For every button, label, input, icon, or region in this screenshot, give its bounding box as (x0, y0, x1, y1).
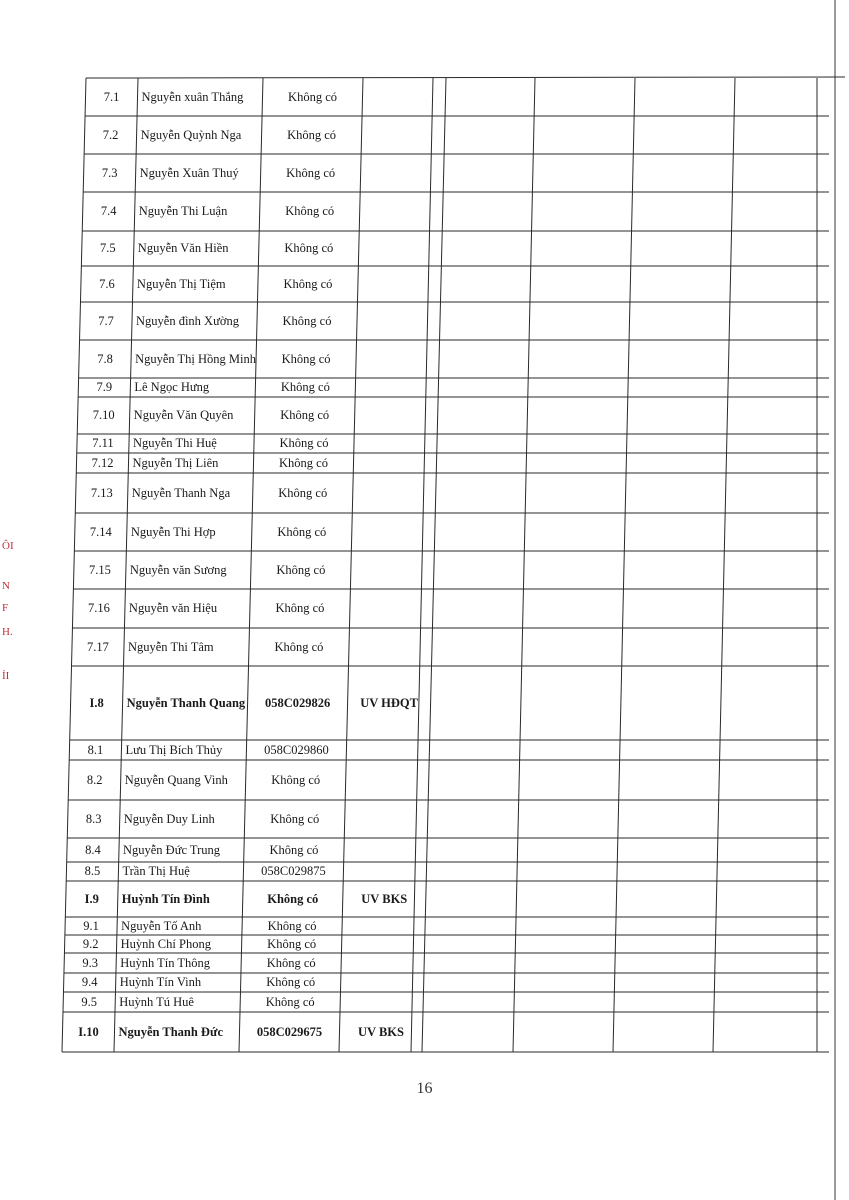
row-name-text: Huỳnh Chí Phong (120, 936, 211, 951)
row-securities-code-text: Không có (266, 975, 316, 989)
row-stt (64, 953, 116, 973)
row-stt (73, 589, 125, 628)
row-stt (63, 992, 115, 1012)
row-stt (79, 340, 131, 378)
row-stt-text: 7.2 (102, 127, 119, 142)
row-role (361, 154, 444, 192)
row-stt-text: 8.5 (84, 864, 101, 878)
row-name-text: Nguyễn Quang Vinh (124, 772, 228, 787)
row-securities-code (242, 935, 342, 953)
row-stt (64, 973, 116, 992)
row-role (352, 513, 435, 551)
row-securities-code (241, 953, 341, 973)
row-name (125, 589, 250, 628)
row-name-text: Nguyễn Thi Tâm (127, 639, 214, 654)
row-role (350, 589, 433, 628)
row-securities-code-text: 058C029675 (256, 1024, 323, 1039)
row-securities-code (254, 434, 354, 453)
row-name (114, 1012, 239, 1052)
row-role (360, 192, 443, 231)
margin-stamp-3: F (2, 602, 9, 614)
row-securities-code (246, 740, 346, 760)
row-securities-code (243, 881, 343, 917)
row-stt-text: 9.1 (83, 918, 99, 933)
row-name-text: Nguyễn Thanh Đức (118, 1024, 224, 1039)
row-stt (62, 1012, 114, 1052)
row-stt (80, 302, 132, 340)
row-role (346, 740, 429, 760)
row-stt-text: 7.16 (87, 601, 110, 615)
row-stt-text: 7.17 (87, 639, 109, 654)
row-securities-code (261, 154, 361, 192)
row-name (127, 513, 252, 551)
row-securities-code (248, 666, 348, 740)
row-name (129, 434, 254, 453)
row-name (128, 473, 253, 513)
row-stt-text: 7.11 (92, 436, 114, 450)
row-stt (83, 192, 135, 231)
row-securities-code-text: Không có (281, 351, 331, 366)
row-role (362, 116, 445, 154)
row-name-text: Nguyễn Duy Linh (123, 811, 215, 826)
row-role (342, 917, 425, 935)
row-stt-text: 7.10 (92, 408, 115, 422)
row-role (343, 862, 426, 881)
row-stt-text: 7.12 (91, 455, 114, 470)
row-stt-text: 7.14 (89, 524, 112, 539)
row-stt (68, 800, 120, 838)
row-securities-code-text: Không có (267, 891, 319, 906)
row-securities-code-text: Không có (283, 276, 333, 291)
row-securities-code (262, 116, 362, 154)
row-name-text: Nguyễn Thi Luận (138, 204, 228, 218)
row-name (129, 453, 254, 473)
row-name-text: Nguyễn Thị Liên (132, 455, 219, 470)
row-role (341, 973, 424, 992)
row-stt-text: 7.1 (103, 89, 120, 104)
margin-stamp-1: ÔI (2, 540, 14, 552)
row-securities-code (251, 551, 351, 589)
row-name (117, 935, 242, 953)
row-securities-code-text: 058C029875 (261, 864, 326, 878)
row-role (339, 1012, 422, 1052)
row-securities-code (246, 760, 346, 800)
row-name (124, 628, 249, 666)
row-securities-code-text: Không có (285, 204, 335, 218)
row-securities-code-text: Không có (271, 772, 321, 787)
row-securities-code (257, 302, 357, 340)
row-role (342, 935, 425, 953)
row-name (115, 992, 240, 1012)
row-securities-code (250, 589, 350, 628)
row-name (116, 973, 241, 992)
row-name-text: Nguyễn Thi Huệ (132, 436, 217, 450)
row-securities-code-text: Không có (286, 165, 336, 180)
row-stt (84, 154, 136, 192)
row-role (351, 551, 434, 589)
row-stt (74, 551, 126, 589)
row-role-text: UV HĐQT (360, 695, 418, 710)
row-stt-text: 9.5 (81, 994, 98, 1009)
row-stt-text: 7.15 (88, 562, 111, 577)
row-stt (67, 838, 119, 862)
row-stt (69, 760, 121, 800)
page-number: 16 (416, 1080, 433, 1097)
row-stt (78, 378, 130, 397)
row-securities-code (259, 231, 359, 266)
row-name-text: Huỳnh Tín Thông (120, 955, 211, 970)
row-stt-text: 8.4 (85, 842, 101, 857)
row-role (349, 628, 432, 666)
row-name-text: Nguyễn Thi Hợp (130, 524, 216, 539)
row-securities-code-text: 058C029860 (264, 742, 329, 757)
row-stt (69, 740, 121, 760)
row-role (353, 473, 436, 513)
row-securities-code (245, 800, 345, 838)
row-name-text: Nguyễn Đức Trung (122, 842, 221, 857)
row-securities-code-text: 058C029826 (264, 695, 331, 710)
row-stt (85, 116, 137, 154)
row-role (359, 231, 442, 266)
row-role (354, 434, 437, 453)
row-name (121, 740, 246, 760)
row-role (363, 78, 446, 116)
row-stt (76, 473, 128, 513)
row-name-text: Nguyễn Thanh Quang (126, 695, 246, 710)
row-stt (66, 881, 118, 917)
margin-stamp-4: H. (2, 626, 13, 638)
margin-stamp-5: ỈI (2, 670, 10, 682)
row-stt-text: 8.1 (87, 742, 104, 757)
row-stt-text: 7.7 (98, 313, 114, 328)
row-securities-code (249, 628, 349, 666)
row-name (116, 953, 241, 973)
row-name (134, 231, 259, 266)
row-securities-code-text: Không có (267, 918, 317, 933)
row-name (117, 917, 242, 935)
row-name-text: Huỳnh Tín Đình (121, 891, 210, 906)
row-securities-code (258, 266, 358, 302)
row-role (340, 992, 423, 1012)
row-stt-text: 7.6 (99, 276, 115, 291)
row-stt (72, 628, 124, 666)
row-name (119, 838, 244, 862)
row-stt-text: 7.5 (99, 241, 116, 255)
row-stt (71, 666, 123, 740)
row-securities-code-text: Không có (276, 562, 326, 577)
row-name (130, 397, 255, 434)
row-name-text: Nguyễn Thị Tiệm (136, 276, 226, 291)
row-securities-code (255, 378, 355, 397)
row-securities-code-text: Không có (275, 601, 325, 615)
row-securities-code-text: Không có (278, 485, 328, 500)
row-role (341, 953, 424, 973)
row-stt (65, 935, 117, 953)
row-name (120, 800, 245, 838)
row-securities-code-text: Không có (279, 436, 329, 450)
row-securities-code-text: Không có (274, 639, 324, 654)
row-role (356, 340, 439, 378)
row-stt-text: 8.3 (85, 811, 102, 826)
row-name (132, 302, 257, 340)
row-stt (77, 453, 129, 473)
row-name (126, 551, 251, 589)
row-securities-code (241, 973, 341, 992)
row-securities-code (254, 453, 354, 473)
row-securities-code-text: Không có (284, 241, 334, 255)
row-securities-code (260, 192, 360, 231)
row-securities-code-text: Không có (282, 313, 332, 328)
row-stt-text: I.10 (78, 1024, 99, 1039)
row-stt (65, 917, 117, 935)
row-role (357, 302, 440, 340)
row-name (118, 862, 243, 881)
row-name-text: Nguyễn Thị Hồng Minh (135, 351, 257, 366)
row-securities-code-text: Không có (270, 811, 320, 826)
row-role-text: UV BKS (361, 891, 408, 906)
row-stt-text: 7.9 (96, 380, 113, 394)
row-role (343, 881, 426, 917)
row-role (346, 760, 429, 800)
row-name (135, 192, 260, 231)
row-stt-text: 7.4 (100, 204, 117, 218)
row-securities-code (240, 992, 340, 1012)
row-name-text: Huỳnh Tín Vinh (119, 975, 202, 989)
row-securities-code-text: Không có (267, 936, 317, 951)
row-name-text: Nguyễn Văn Quyên (133, 408, 234, 422)
row-securities-code-text: Không có (288, 89, 337, 104)
row-stt (75, 513, 127, 551)
row-name (131, 340, 256, 378)
row-role (348, 666, 431, 740)
row-name-text: Nguyễn văn Hiệu (128, 601, 218, 615)
row-securities-code (242, 917, 342, 935)
row-stt (86, 78, 138, 116)
row-securities-code (263, 78, 363, 116)
row-role-text: UV BKS (358, 1024, 404, 1039)
row-name (138, 78, 263, 116)
row-securities-code (253, 473, 353, 513)
row-role (355, 378, 438, 397)
row-stt-text: 7.3 (101, 165, 118, 180)
row-name (121, 760, 246, 800)
row-name-text: Nguyễn Thanh Nga (131, 485, 231, 500)
row-name-text: Nguyễn Xuân Thuý (139, 165, 239, 180)
row-stt (82, 231, 134, 266)
row-name-text: Nguyễn xuân Thắng (141, 89, 244, 104)
row-securities-code (239, 1012, 339, 1052)
row-name (137, 116, 262, 154)
row-stt (77, 434, 129, 453)
row-stt (66, 862, 118, 881)
row-securities-code-text: Không có (265, 994, 315, 1009)
row-stt-text: I.8 (89, 695, 104, 710)
row-securities-code-text: Không có (280, 380, 330, 394)
row-stt-text: 9.2 (82, 936, 99, 951)
row-name (136, 154, 261, 192)
row-stt (81, 266, 133, 302)
row-stt-text: 7.8 (97, 351, 113, 366)
row-role (345, 800, 428, 838)
row-name (130, 378, 255, 397)
row-securities-code (252, 513, 352, 551)
row-name-text: Nguyễn Tố Anh (121, 918, 202, 933)
row-name (133, 266, 258, 302)
row-role (354, 453, 437, 473)
row-name-text: Huỳnh Tú Huê (119, 994, 194, 1009)
row-stt-text: 7.13 (90, 485, 113, 500)
row-stt-text: I.9 (84, 891, 99, 906)
row-name (118, 881, 243, 917)
row-stt (78, 397, 130, 434)
row-name-text: Nguyễn Văn Hiền (137, 241, 229, 255)
row-securities-code-text: Không có (280, 408, 330, 422)
row-name-text: Lưu Thị Bích Thủy (125, 742, 223, 757)
row-securities-code (243, 862, 343, 881)
row-role (344, 838, 427, 862)
row-name (123, 666, 248, 740)
row-name-text: Trần Thị Huệ (122, 864, 190, 878)
row-name-text: Nguyễn văn Sương (129, 562, 227, 577)
row-securities-code-text: Không có (266, 955, 316, 970)
row-stt-text: 9.3 (82, 955, 98, 970)
margin-stamp-2: N (2, 580, 10, 592)
row-name-text: Nguyễn Quỳnh Nga (140, 127, 242, 142)
row-securities-code (255, 397, 355, 434)
row-securities-code-text: Không có (269, 842, 319, 857)
row-securities-code-text: Không có (277, 524, 327, 539)
row-securities-code (244, 838, 344, 862)
row-stt-text: 8.2 (86, 772, 103, 787)
row-securities-code-text: Không có (279, 455, 328, 470)
row-stt-text: 9.4 (81, 975, 98, 989)
row-role (358, 266, 441, 302)
row-name-text: Nguyễn đình Xường (136, 313, 239, 328)
row-role (355, 397, 438, 434)
row-securities-code (256, 340, 356, 378)
row-name-text: Lê Ngọc Hưng (134, 380, 210, 394)
row-securities-code-text: Không có (287, 127, 337, 142)
